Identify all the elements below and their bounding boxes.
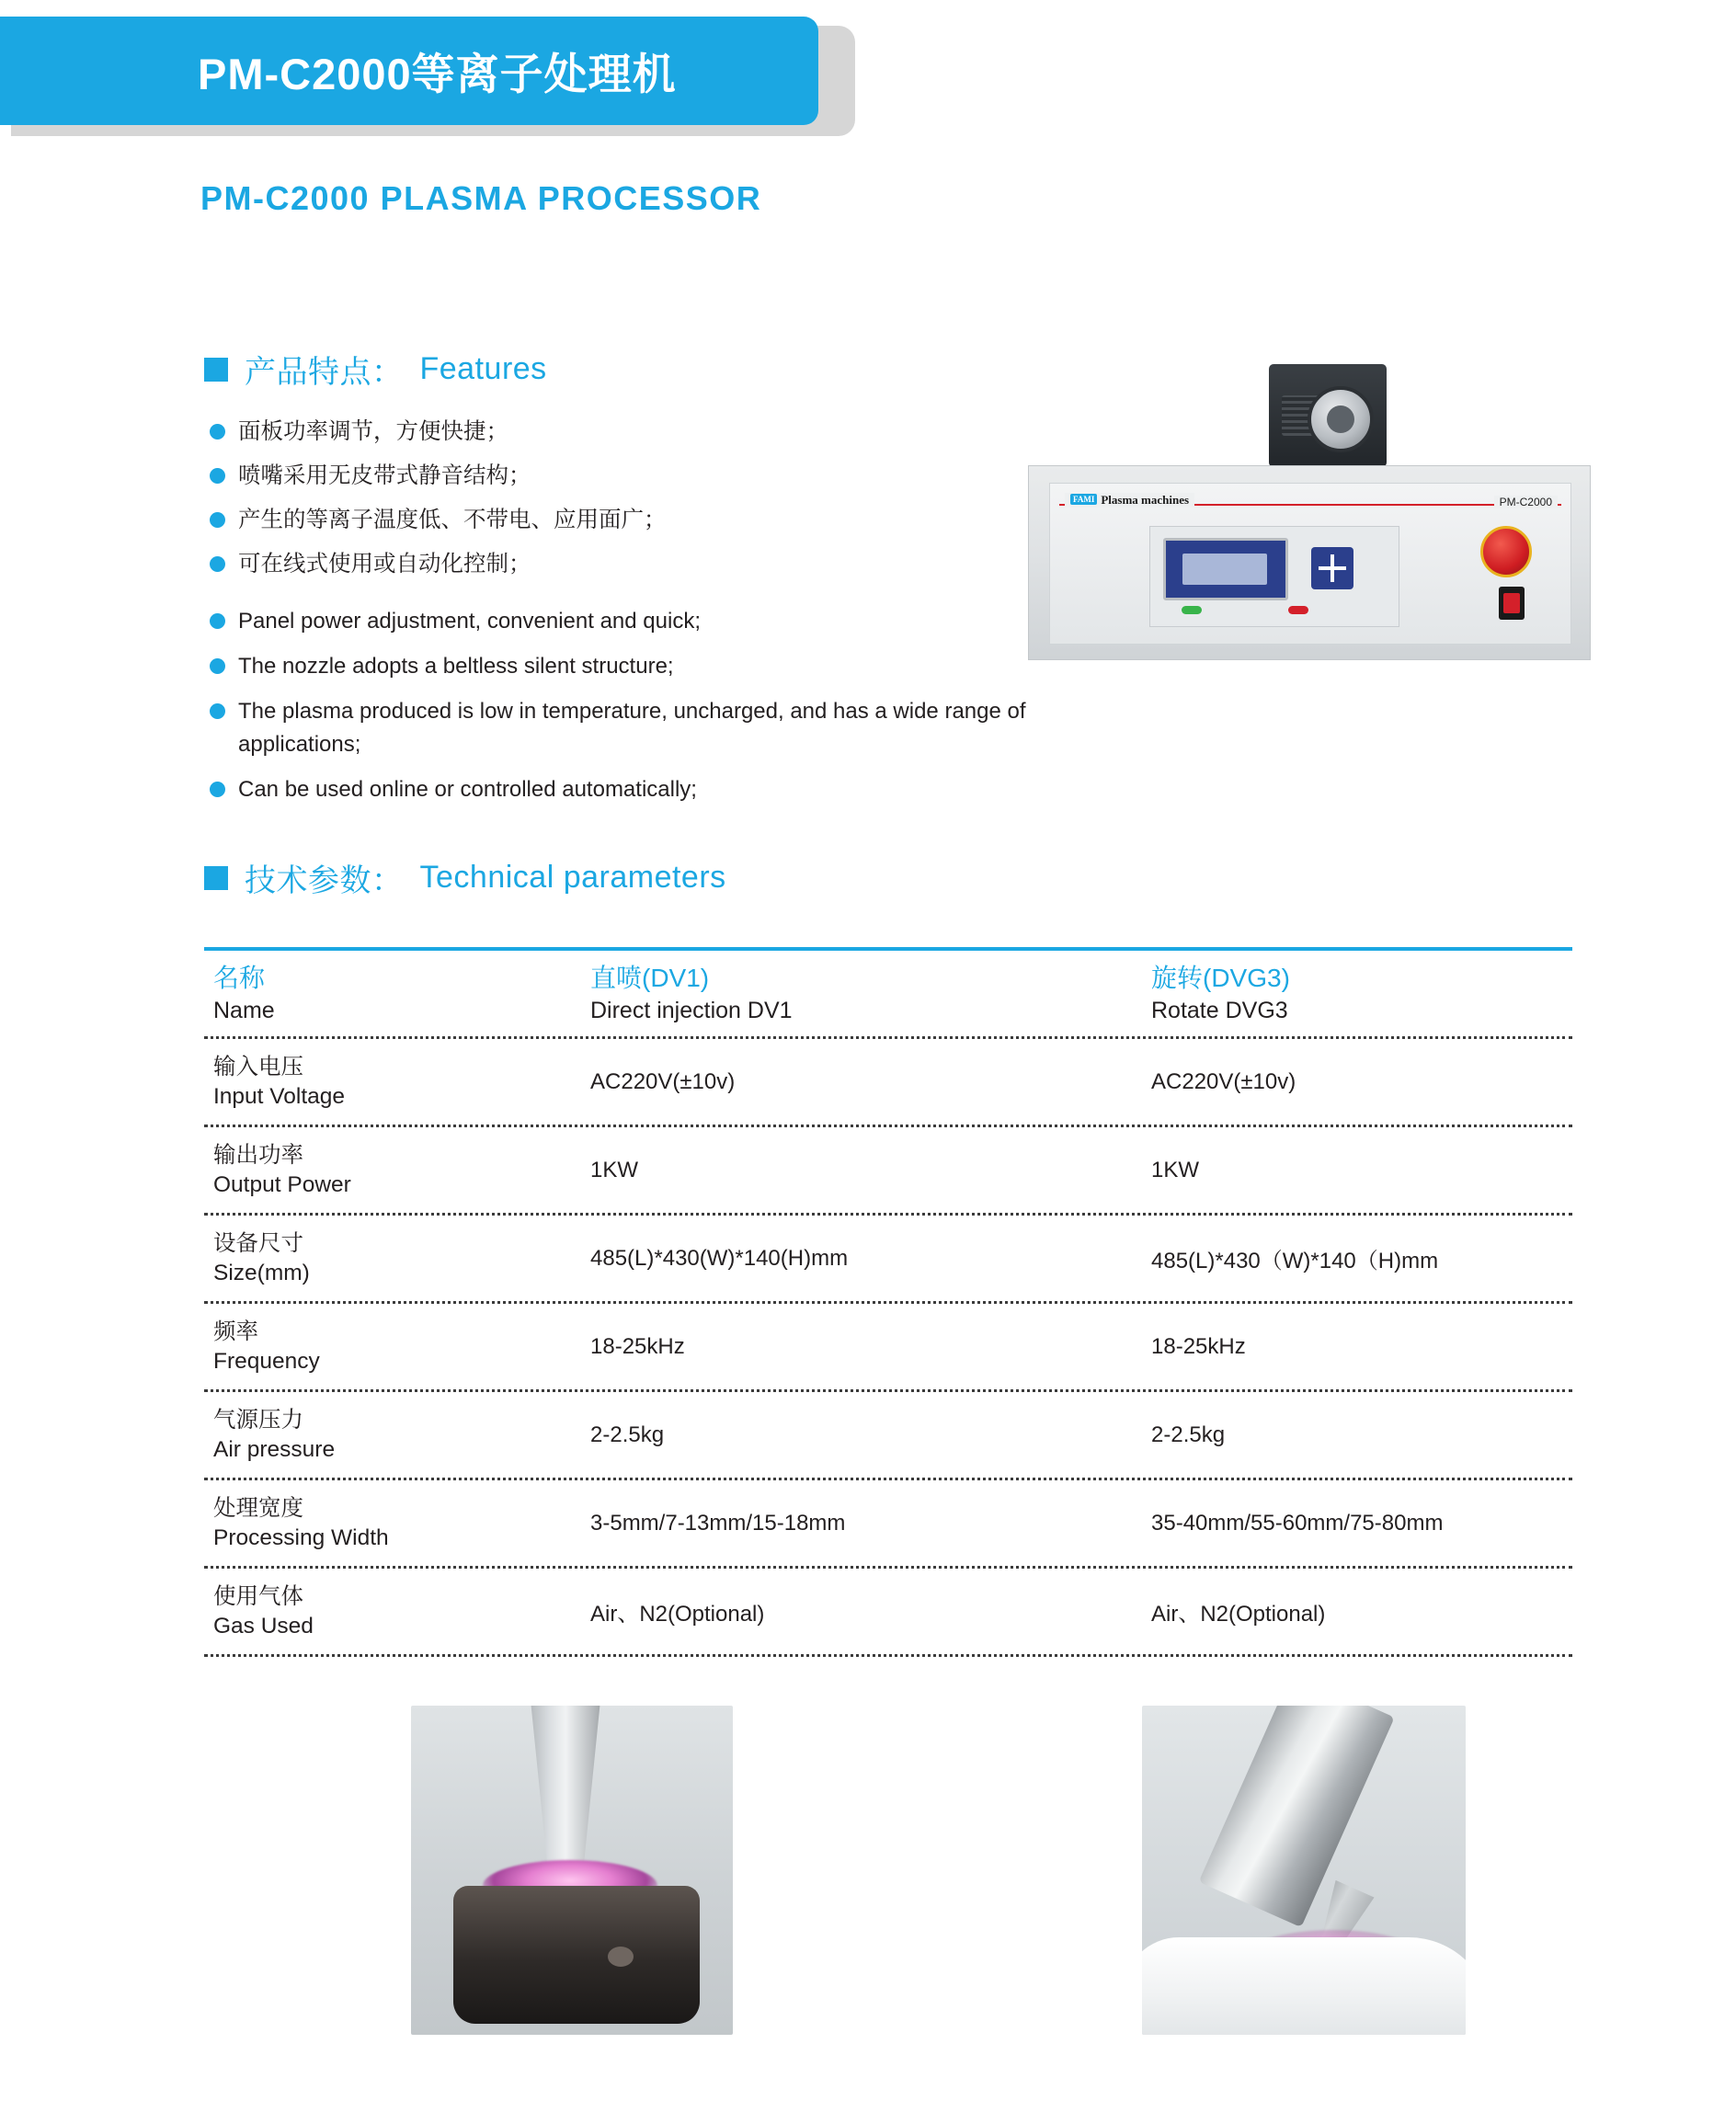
- product-photo-main: [1028, 364, 1589, 668]
- table-row: [204, 1127, 1572, 1216]
- dpad-icon: [1311, 547, 1353, 589]
- list-item: [210, 773, 1065, 806]
- machine-model-label: PM-C2000: [1494, 496, 1558, 508]
- row-label-cn: 使用气体: [213, 1583, 303, 1609]
- machine-brand-label: [1065, 493, 1194, 508]
- feature-text: The nozzle adopts a beltless silent structure;: [238, 654, 674, 679]
- row-label-en: Frequency: [213, 1348, 320, 1374]
- table-row: [204, 1392, 1572, 1480]
- features-section-heading: [204, 347, 547, 392]
- lcd-screen-graphic: [1163, 538, 1288, 600]
- brand-text: Plasma machines: [1101, 493, 1190, 507]
- row-value-dv1: 485(L)*430(W)*140(H)mm: [590, 1245, 849, 1271]
- features-list-cn: [210, 416, 908, 592]
- row-label: [204, 1229, 581, 1288]
- row-label-cn: 输出功率: [213, 1142, 303, 1168]
- nozzle-module-graphic: [1269, 364, 1387, 467]
- table-row: [204, 1480, 1572, 1569]
- list-item: [210, 605, 1065, 638]
- list-item: [210, 548, 908, 580]
- square-marker-icon: [204, 358, 228, 382]
- table-row: [204, 1304, 1572, 1392]
- nozzle-hole-graphic: [1327, 405, 1354, 433]
- row-value-dv1: Air、N2(Optional): [590, 1602, 765, 1627]
- row-label-en: Output Power: [213, 1171, 351, 1197]
- nozzle-cone-graphic: [510, 1706, 621, 1871]
- row-label: [204, 1582, 581, 1641]
- header-en: Rotate DVG3: [1151, 997, 1288, 1023]
- green-indicator-icon: [1182, 606, 1202, 614]
- workpiece-graphic: [453, 1886, 700, 2024]
- row-value-dvg3: 18-25kHz: [1151, 1333, 1246, 1359]
- header-banner: [0, 17, 818, 125]
- list-item: [210, 460, 908, 492]
- features-heading-cn: 产品特点：: [245, 355, 404, 390]
- tech-heading-en: Technical parameters: [419, 860, 726, 895]
- row-label: [204, 1494, 581, 1553]
- bullet-icon: [210, 703, 225, 719]
- row-label: [204, 1141, 581, 1200]
- feature-text: 产生的等离子温度低、不带电、应用面广；: [238, 508, 667, 532]
- nozzle-ring-graphic: [1308, 386, 1374, 452]
- header-cn: 旋转(DVG3): [1151, 963, 1290, 992]
- square-marker-icon: [204, 866, 228, 890]
- row-value-dvg3: 485(L)*430（W)*140（H)mm: [1151, 1249, 1439, 1273]
- tech-parameters-table: [204, 947, 1572, 1657]
- machine-chassis-graphic: [1028, 465, 1591, 660]
- machine-faceplate-graphic: [1049, 483, 1571, 645]
- header-en: Name: [213, 997, 275, 1023]
- bullet-icon: [210, 556, 225, 572]
- power-switch-icon: [1499, 587, 1525, 620]
- row-label: [204, 1318, 581, 1376]
- row-label-cn: 设备尺寸: [213, 1230, 303, 1256]
- emergency-stop-icon: [1480, 526, 1532, 577]
- row-value-dvg3: Air、N2(Optional): [1151, 1602, 1326, 1627]
- row-label-en: Input Voltage: [213, 1083, 346, 1109]
- row-value-dv1: 1KW: [590, 1157, 639, 1182]
- row-value-dv1: 3-5mm/7-13mm/15-18mm: [590, 1510, 846, 1536]
- workpiece-hole-graphic: [608, 1947, 634, 1967]
- row-value-dvg3: 2-2.5kg: [1151, 1422, 1226, 1447]
- list-item: [210, 650, 1065, 683]
- bullet-icon: [210, 512, 225, 528]
- feature-text: 喷嘴采用无皮带式静音结构；: [238, 463, 531, 488]
- row-value-dv1: AC220V(±10v): [590, 1068, 736, 1094]
- row-label-en: Gas Used: [213, 1613, 314, 1639]
- features-list-en: [210, 605, 1065, 818]
- row-value-dv1: 18-25kHz: [590, 1333, 685, 1359]
- bullet-icon: [210, 658, 225, 674]
- row-label: [204, 1406, 581, 1465]
- control-panel-graphic: [1149, 526, 1399, 627]
- list-item: [210, 695, 1065, 761]
- row-value-dvg3: 35-40mm/55-60mm/75-80mm: [1151, 1510, 1444, 1536]
- page-subtitle: PM-C2000 PLASMA PROCESSOR: [200, 179, 762, 217]
- row-label-cn: 气源压力: [213, 1407, 303, 1433]
- row-value-dvg3: AC220V(±10v): [1151, 1068, 1296, 1094]
- row-value-dvg3: 1KW: [1151, 1157, 1200, 1182]
- row-label-en: Processing Width: [213, 1524, 389, 1550]
- row-label-cn: 输入电压: [213, 1054, 303, 1079]
- list-item: [210, 504, 908, 536]
- row-value-dv1: 2-2.5kg: [590, 1422, 665, 1447]
- red-indicator-icon: [1288, 606, 1308, 614]
- feature-text: Can be used online or controlled automatically;: [238, 777, 697, 802]
- header-cn: 直喷(DV1): [590, 963, 710, 992]
- workpiece-graphic: [1142, 1937, 1466, 2035]
- bullet-icon: [210, 468, 225, 484]
- list-item: [210, 416, 908, 448]
- tech-heading-cn: 技术参数：: [245, 863, 404, 898]
- table-header-dv1: [581, 962, 1142, 1026]
- feature-text: The plasma produced is low in temperature, uncharged, and has a wide range of applications;: [238, 699, 1026, 757]
- tech-section-heading: [204, 855, 726, 900]
- table-header-row: [204, 951, 1572, 1039]
- table-row: [204, 1569, 1572, 1657]
- page-title: PM-C2000等离子处理机: [198, 49, 677, 98]
- row-label-cn: 处理宽度: [213, 1495, 303, 1521]
- row-label-cn: 频率: [213, 1319, 258, 1344]
- feature-text: 面板功率调节，方便快捷；: [238, 419, 508, 444]
- table-header-dvg3: [1142, 962, 1572, 1026]
- row-label-en: Size(mm): [213, 1260, 310, 1285]
- brand-logo-icon: FAMI: [1070, 494, 1097, 505]
- application-photo-left: [411, 1706, 733, 2035]
- feature-text: 可在线式使用或自动化控制；: [238, 552, 531, 577]
- bullet-icon: [210, 424, 225, 440]
- features-heading-en: Features: [419, 351, 547, 386]
- header-en: Direct injection DV1: [590, 997, 793, 1023]
- row-label-en: Air pressure: [213, 1436, 336, 1462]
- table-row: [204, 1039, 1572, 1127]
- table-header-name: [204, 962, 581, 1026]
- row-label: [204, 1053, 581, 1112]
- bullet-icon: [210, 613, 225, 629]
- feature-text: Panel power adjustment, convenient and quick;: [238, 609, 701, 634]
- lcd-screen-inner: [1182, 554, 1267, 585]
- table-row: [204, 1216, 1572, 1304]
- bullet-icon: [210, 782, 225, 797]
- header-cn: 名称: [213, 963, 266, 992]
- page-header: [0, 17, 855, 134]
- application-photo-right: [1142, 1706, 1466, 2035]
